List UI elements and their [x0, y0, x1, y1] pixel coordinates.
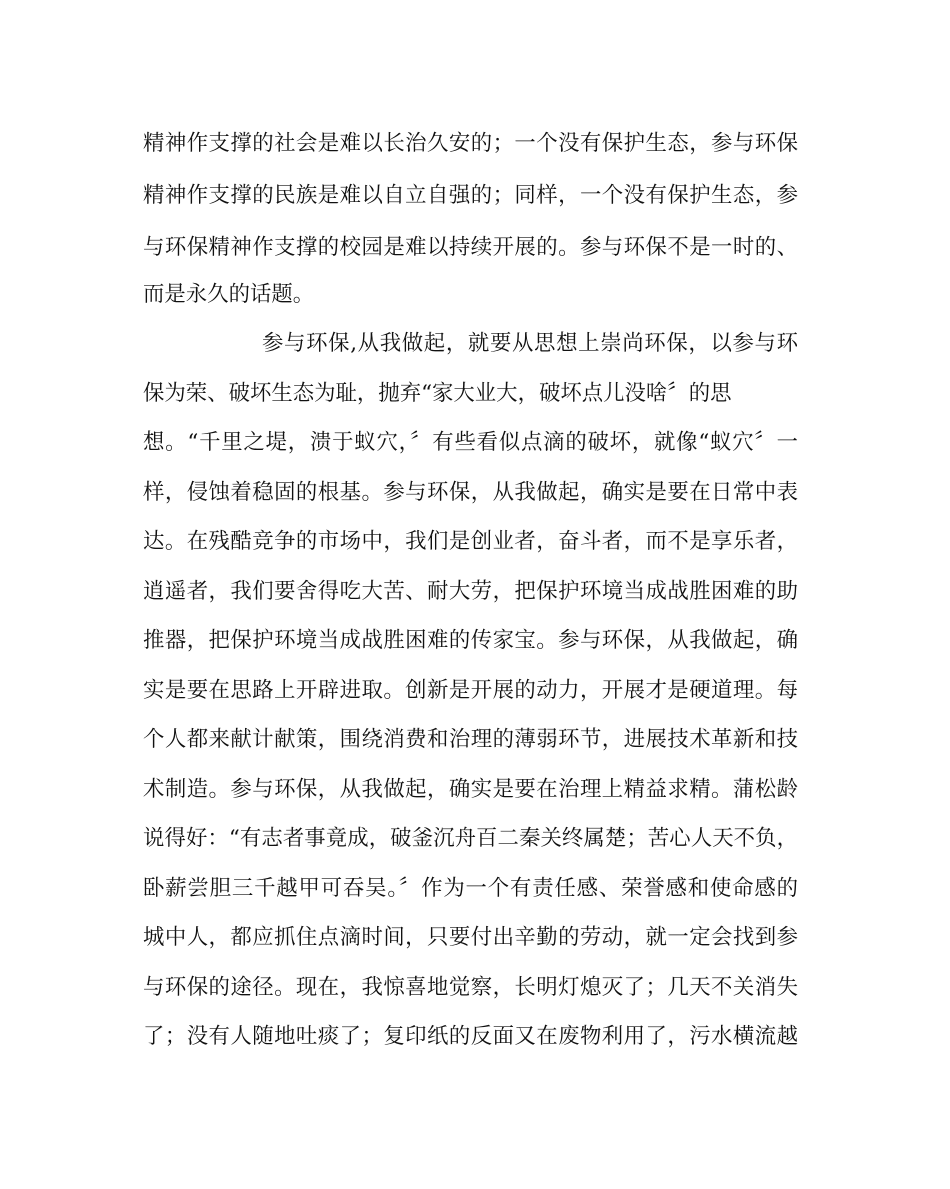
text-line-15: 说得好：“有志者事竟成，破釜沉舟百二秦关终属楚；苦心人天不负，	[143, 826, 798, 851]
text-line-12: 实是要在思路上开辟进取。创新是开展的动力，开展才是硬道理。每	[143, 678, 798, 703]
text-line-8: 样，侵蚀着稳固的根基。参与环保，从我做起，确实是要在日常中表	[143, 480, 798, 505]
text-line-14: 术制造。参与环保，从我做起，确实是要在治理上精益求精。蒲松龄	[143, 777, 798, 802]
text-line-7: 想。“千里之堤，溃于蚁穴，〞有些看似点滴的破坏，就像“蚁穴〞一	[143, 430, 798, 455]
text-line-1: 精神作支撑的社会是难以长治久安的；一个没有保护生态，参与环保	[143, 131, 798, 156]
text-line-18: 与环保的途径。现在，我惊喜地觉察，长明灯熄灭了；几天不关消失	[143, 975, 798, 1000]
text-line-2: 精神作支撑的民族是难以自立自强的；同样，一个没有保护生态，参	[143, 183, 798, 208]
text-line-5: 参与环保,从我做起，就要从思想上崇尚环保，以参与环	[262, 331, 798, 356]
text-line-19: 了；没有人随地吐痰了；复印纸的反面又在废物利用了，污水横流越	[143, 1024, 798, 1049]
text-line-6: 保为荣、破坏生态为耻，抛弃“家大业大，破坏点儿没啥〞的思	[143, 381, 732, 406]
text-line-11: 推器，把保护环境当成战胜困难的传家宝。参与环保，从我做起，确	[143, 628, 798, 653]
text-line-13: 个人都来献计献策，围绕消费和治理的薄弱环节，进展技术革新和技	[143, 727, 798, 752]
text-line-17: 城中人，都应抓住点滴时间，只要付出辛勤的劳动，就一定会找到参	[143, 925, 798, 950]
text-line-9: 达。在残酷竞争的市场中，我们是创业者，奋斗者，而不是享乐者，	[143, 529, 798, 554]
text-line-4: 而是永久的话题。	[143, 282, 315, 307]
text-line-16: 卧薪尝胆三千越甲可吞吴。〞作为一个有责任感、荣誉感和使命感的	[143, 876, 798, 901]
text-line-3: 与环保精神作支撑的校园是难以持续开展的。参与环保不是一时的、	[143, 235, 798, 260]
text-line-10: 逍遥者，我们要舍得吃大苦、耐大劳，把保护环境当成战胜困难的助	[143, 579, 798, 604]
